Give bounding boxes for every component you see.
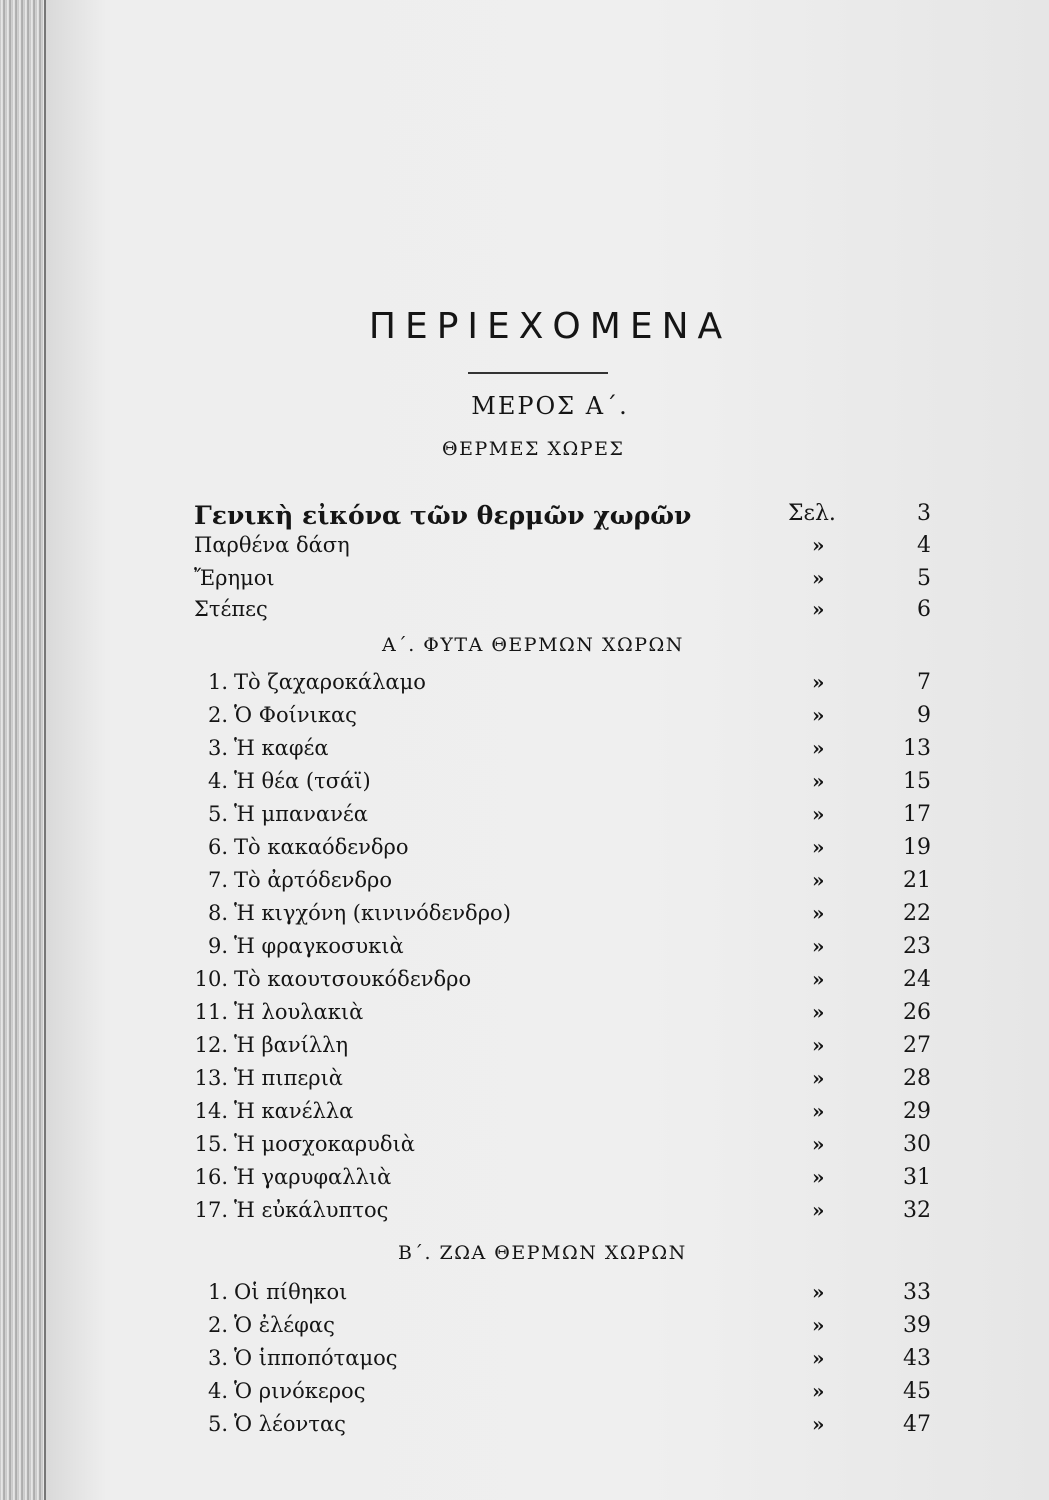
entry-page-number: 6: [917, 597, 931, 622]
ditto-mark: »: [812, 1000, 825, 1024]
entry-title: Ἡ καφέα: [234, 736, 329, 760]
entry-number: 1.: [207, 1280, 228, 1304]
ditto-mark: »: [812, 533, 825, 557]
entry-number: 2.: [207, 703, 228, 727]
ditto-mark: »: [812, 769, 825, 793]
entry-title: Ἡ γαρυφαλλιὰ: [234, 1165, 392, 1189]
ditto-mark: »: [812, 1033, 825, 1057]
entry-title: Στέπες: [194, 597, 268, 621]
entry-title: Ἡ εὐκάλυπτος: [234, 1198, 389, 1222]
ditto-mark: »: [812, 703, 825, 727]
list-item: [0, 1198, 1049, 1230]
ditto-mark: »: [812, 1412, 825, 1436]
list-item: [0, 670, 1049, 702]
entry-page-number: 43: [903, 1346, 931, 1371]
ditto-mark: »: [812, 1132, 825, 1156]
entry-page-number: 23: [903, 934, 931, 959]
entry-title: Γενικὴ εἰκόνα τῶν θερμῶν χωρῶν: [194, 501, 692, 530]
list-item: [0, 967, 1049, 999]
entry-page-number: 17: [903, 802, 931, 827]
entry-number: 1.: [207, 670, 228, 694]
list-item: [0, 1132, 1049, 1164]
list-item: [0, 703, 1049, 735]
entry-page-number: 28: [903, 1066, 931, 1091]
entry-number: 16.: [194, 1165, 228, 1189]
entry-title: Ἡ φραγκοσυκιὰ: [234, 934, 404, 958]
entry-page-number: 3: [917, 501, 931, 526]
list-item: [0, 1066, 1049, 1098]
page-title: ΠΕΡΙΕΧΟΜΕΝΑ: [368, 306, 732, 347]
ditto-mark: »: [812, 901, 825, 925]
ditto-mark: »: [812, 1165, 825, 1189]
entry-page-number: 24: [903, 967, 931, 992]
entry-page-number: 30: [903, 1132, 931, 1157]
entry-page-number: 7: [917, 670, 931, 695]
entry-page-number: 31: [903, 1165, 931, 1190]
entry-page-number: 19: [903, 835, 931, 860]
entry-title: Ὁ ἱπποπόταμος: [234, 1346, 398, 1370]
entry-title: Ἡ βανίλλη: [234, 1033, 349, 1057]
entry-title: Παρθένα δάση: [194, 533, 350, 557]
ditto-mark: »: [812, 1280, 825, 1304]
entry-number: 12.: [194, 1033, 228, 1057]
entry-page-number: 47: [903, 1412, 931, 1437]
toc-entry-intro: [0, 501, 1049, 533]
list-item: [0, 736, 1049, 768]
entry-title: Ἡ κανέλλα: [234, 1099, 354, 1123]
ditto-mark: »: [812, 597, 825, 621]
ditto-mark: »: [812, 934, 825, 958]
entry-number: 4.: [207, 1379, 228, 1403]
list-item: [0, 1099, 1049, 1131]
entry-title: Ὁ ἐλέφας: [234, 1313, 335, 1337]
entry-page-number: 21: [903, 868, 931, 893]
entry-title: Τὸ κακαόδενδρο: [234, 835, 409, 859]
entry-number: 3.: [207, 736, 228, 760]
entry-title: Ἔρημοι: [194, 566, 275, 590]
entry-title: Ὁ λέοντας: [234, 1412, 346, 1436]
ditto-mark: »: [812, 1313, 825, 1337]
list-item: [0, 1033, 1049, 1065]
ditto-mark: »: [812, 967, 825, 991]
list-item: [0, 802, 1049, 834]
entry-page-number: 45: [903, 1379, 931, 1404]
entry-page-number: 13: [903, 736, 931, 761]
entry-page-number: 9: [917, 703, 931, 728]
entry-page-number: 26: [903, 1000, 931, 1025]
list-item: [0, 901, 1049, 933]
entry-page-number: 39: [903, 1313, 931, 1338]
ditto-mark: »: [812, 868, 825, 892]
entry-number: 11.: [194, 1000, 228, 1024]
list-item: [0, 868, 1049, 900]
entry-number: 7.: [207, 868, 228, 892]
entry-title: Ἡ πιπεριὰ: [234, 1066, 343, 1090]
entry-number: 17.: [194, 1198, 228, 1222]
entry-page-number: 22: [903, 901, 931, 926]
toc-entry: [0, 533, 1049, 565]
ditto-mark: »: [812, 1066, 825, 1090]
entry-page-number: 27: [903, 1033, 931, 1058]
entry-title: Ἡ μπανανέα: [234, 802, 368, 826]
entry-title: Τὸ ἀρτόδενδρο: [234, 868, 393, 892]
toc-entry: [0, 597, 1049, 629]
entry-title: Ἡ μοσχοκαρυδιὰ: [234, 1132, 415, 1156]
list-item: [0, 1346, 1049, 1378]
entry-page-number: 33: [903, 1280, 931, 1305]
entry-page-number: 29: [903, 1099, 931, 1124]
entry-number: 3.: [207, 1346, 228, 1370]
entry-number: 10.: [194, 967, 228, 991]
page-abbrev-label: Σελ.: [788, 501, 836, 526]
ditto-mark: »: [812, 736, 825, 760]
entry-number: 6.: [207, 835, 228, 859]
entry-title: Οἱ πίθηκοι: [234, 1280, 348, 1304]
list-item: [0, 1379, 1049, 1411]
title-underline: [468, 372, 608, 374]
list-item: [0, 835, 1049, 867]
ditto-mark: »: [812, 1379, 825, 1403]
entry-title: Ἡ λουλακιὰ: [234, 1000, 364, 1024]
section-heading-hot-lands: ΘΕΡΜΕΣ ΧΩΡΕΣ: [442, 438, 625, 460]
section-heading-plants: Α΄. ΦΥΤΑ ΘΕΡΜΩΝ ΧΩΡΩΝ: [382, 634, 684, 656]
entry-page-number: 5: [917, 566, 931, 591]
entry-title: Ὁ Φοίνικας: [234, 703, 357, 727]
list-item: [0, 1280, 1049, 1312]
list-item: [0, 1412, 1049, 1444]
entry-number: 5.: [207, 802, 228, 826]
entry-title: Τὸ καουτσουκόδενδρο: [234, 967, 472, 991]
ditto-mark: »: [812, 835, 825, 859]
ditto-mark: »: [812, 670, 825, 694]
ditto-mark: »: [812, 1198, 825, 1222]
entry-number: 2.: [207, 1313, 228, 1337]
list-item: [0, 934, 1049, 966]
entry-number: 9.: [207, 934, 228, 958]
entry-number: 13.: [194, 1066, 228, 1090]
ditto-mark: »: [812, 566, 825, 590]
section-heading-animals: Β΄. ΖΩΑ ΘΕΡΜΩΝ ΧΩΡΩΝ: [398, 1242, 687, 1264]
entry-title: Ὁ ρινόκερος: [234, 1379, 366, 1403]
entry-page-number: 32: [903, 1198, 931, 1223]
entry-title: Ἡ θέα (τσάϊ): [234, 769, 371, 793]
entry-number: 8.: [207, 901, 228, 925]
list-item: [0, 1165, 1049, 1197]
entry-number: 14.: [194, 1099, 228, 1123]
ditto-mark: »: [812, 802, 825, 826]
entry-number: 4.: [207, 769, 228, 793]
ditto-mark: »: [812, 1346, 825, 1370]
entry-title: Ἡ κιγχόνη (κινινόδενδρο): [234, 901, 511, 925]
ditto-mark: »: [812, 1099, 825, 1123]
list-item: [0, 1313, 1049, 1345]
entry-page-number: 15: [903, 769, 931, 794]
entry-number: 15.: [194, 1132, 228, 1156]
part-label: ΜΕΡΟΣ Α΄.: [471, 392, 629, 420]
entry-number: 5.: [207, 1412, 228, 1436]
toc-entry: [0, 566, 1049, 598]
list-item: [0, 769, 1049, 801]
entry-page-number: 4: [917, 533, 931, 558]
list-item: [0, 1000, 1049, 1032]
entry-title: Τὸ ζαχαροκάλαμο: [234, 670, 426, 694]
